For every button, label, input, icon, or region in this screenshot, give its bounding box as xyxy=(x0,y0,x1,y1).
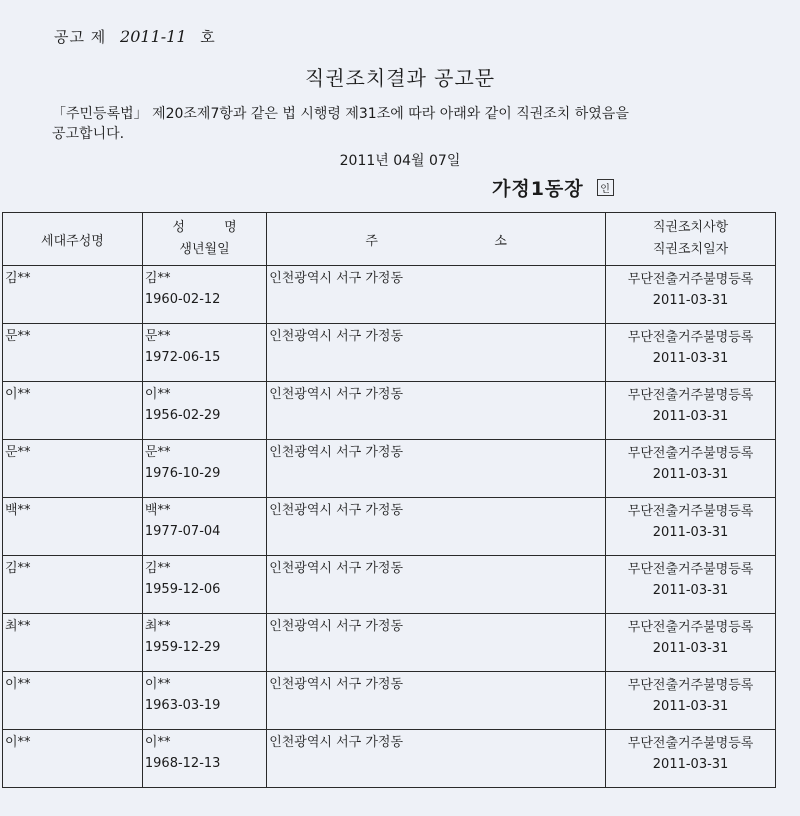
document-title: 직권조치결과 공고문 xyxy=(304,66,496,90)
cell-address: 인천광역시 서구 가정동 xyxy=(267,556,606,614)
table-row xyxy=(3,324,776,382)
header-dob: 생년월일 xyxy=(179,242,230,257)
notice-suffix: 호 xyxy=(200,28,216,46)
action-type: 무단전출거주불명등록 xyxy=(627,446,754,461)
cell-address: 인천광역시 서구 가정동 xyxy=(267,672,606,730)
cell-address: 인천광역시 서구 가정동 xyxy=(267,382,606,440)
notice-number xyxy=(54,26,216,47)
cell-head-of-household: 백** xyxy=(3,498,143,556)
table-row xyxy=(3,672,776,730)
cell-name-dob xyxy=(142,498,266,556)
notice-date: 2011년 04월 07일 xyxy=(339,153,461,169)
header-name: 성 명 xyxy=(172,220,237,235)
birth-date: 1959-12-06 xyxy=(144,582,221,597)
birth-date: 1960-02-12 xyxy=(144,292,221,307)
cell-action xyxy=(606,672,776,730)
person-name: 이** xyxy=(144,387,171,402)
action-date: 2011-03-31 xyxy=(652,641,729,656)
person-name: 김** xyxy=(144,271,171,286)
cell-action xyxy=(606,382,776,440)
header-action-type: 직권조치사항 xyxy=(652,220,729,235)
cell-name-dob xyxy=(142,382,266,440)
table-row xyxy=(3,614,776,672)
person-name: 이** xyxy=(144,677,171,692)
table-row xyxy=(3,556,776,614)
cell-name-dob xyxy=(142,324,266,382)
person-name: 최** xyxy=(144,619,171,634)
cell-address: 인천광역시 서구 가정동 xyxy=(267,498,606,556)
notice-number-handwritten: 2011-11 xyxy=(120,27,187,46)
cell-action xyxy=(606,440,776,498)
intro-paragraph: 「주민등록법」 제20조제7항과 같은 법 시행령 제31조에 따라 아래와 같이 직권조치 하였음을 공고합니다. xyxy=(52,106,629,142)
cell-head-of-household: 문** xyxy=(3,440,143,498)
cell-address: 인천광역시 서구 가정동 xyxy=(267,324,606,382)
header-action xyxy=(606,213,776,266)
action-type: 무단전출거주불명등록 xyxy=(627,330,754,345)
birth-date: 1972-06-15 xyxy=(144,350,221,365)
cell-head-of-household: 김** xyxy=(3,266,143,324)
header-name-dob xyxy=(142,213,266,266)
person-name: 문** xyxy=(144,445,171,460)
cell-address: 인천광역시 서구 가정동 xyxy=(267,440,606,498)
action-type: 무단전출거주불명등록 xyxy=(627,678,754,693)
table-header-row xyxy=(3,213,776,266)
cell-action xyxy=(606,324,776,382)
cell-name-dob xyxy=(142,672,266,730)
table-row xyxy=(3,730,776,788)
person-name: 백** xyxy=(144,503,171,518)
action-date: 2011-03-31 xyxy=(652,409,729,424)
cell-address: 인천광역시 서구 가정동 xyxy=(267,614,606,672)
table-row xyxy=(3,498,776,556)
birth-date: 1977-07-04 xyxy=(144,524,221,539)
office-name: 가정1동장 xyxy=(492,178,584,200)
cell-name-dob xyxy=(142,556,266,614)
cell-action xyxy=(606,730,776,788)
cell-name-dob xyxy=(142,440,266,498)
action-date: 2011-03-31 xyxy=(652,351,729,366)
birth-date: 1968-12-13 xyxy=(144,756,221,771)
birth-date: 1976-10-29 xyxy=(144,466,221,481)
action-type: 무단전출거주불명등록 xyxy=(627,504,754,519)
action-type: 무단전출거주불명등록 xyxy=(627,388,754,403)
cell-head-of-household: 이** xyxy=(3,730,143,788)
person-name: 김** xyxy=(144,561,171,576)
cell-name-dob xyxy=(142,266,266,324)
header-action-date: 직권조치일자 xyxy=(652,242,729,257)
cell-head-of-household: 김** xyxy=(3,556,143,614)
table-row xyxy=(3,440,776,498)
cell-name-dob xyxy=(142,730,266,788)
issuing-office xyxy=(492,174,614,201)
action-date: 2011-03-31 xyxy=(652,525,729,540)
cell-head-of-household: 최** xyxy=(3,614,143,672)
action-date: 2011-03-31 xyxy=(652,583,729,598)
header-address: 주 소 xyxy=(267,213,606,266)
header-head-of-household: 세대주성명 xyxy=(3,213,143,266)
notice-prefix: 공고 제 xyxy=(54,28,107,46)
action-type: 무단전출거주불명등록 xyxy=(627,272,754,287)
cell-name-dob xyxy=(142,614,266,672)
cell-action xyxy=(606,556,776,614)
cell-head-of-household: 이** xyxy=(3,672,143,730)
notice-table xyxy=(2,212,776,788)
cell-head-of-household: 문** xyxy=(3,324,143,382)
birth-date: 1956-02-29 xyxy=(144,408,221,423)
action-date: 2011-03-31 xyxy=(652,467,729,482)
cell-address: 인천광역시 서구 가정동 xyxy=(267,266,606,324)
birth-date: 1959-12-29 xyxy=(144,640,221,655)
person-name: 문** xyxy=(144,329,171,344)
cell-head-of-household: 이** xyxy=(3,382,143,440)
action-date: 2011-03-31 xyxy=(652,699,729,714)
cell-address: 인천광역시 서구 가정동 xyxy=(267,730,606,788)
person-name: 이** xyxy=(144,735,171,750)
table-row xyxy=(3,266,776,324)
action-date: 2011-03-31 xyxy=(652,757,729,772)
cell-action xyxy=(606,266,776,324)
seal-mark: 인 xyxy=(597,179,614,196)
action-type: 무단전출거주불명등록 xyxy=(627,620,754,635)
cell-action xyxy=(606,498,776,556)
birth-date: 1963-03-19 xyxy=(144,698,221,713)
action-date: 2011-03-31 xyxy=(652,293,729,308)
table-row xyxy=(3,382,776,440)
action-type: 무단전출거주불명등록 xyxy=(627,562,754,577)
action-type: 무단전출거주불명등록 xyxy=(627,736,754,751)
cell-action xyxy=(606,614,776,672)
